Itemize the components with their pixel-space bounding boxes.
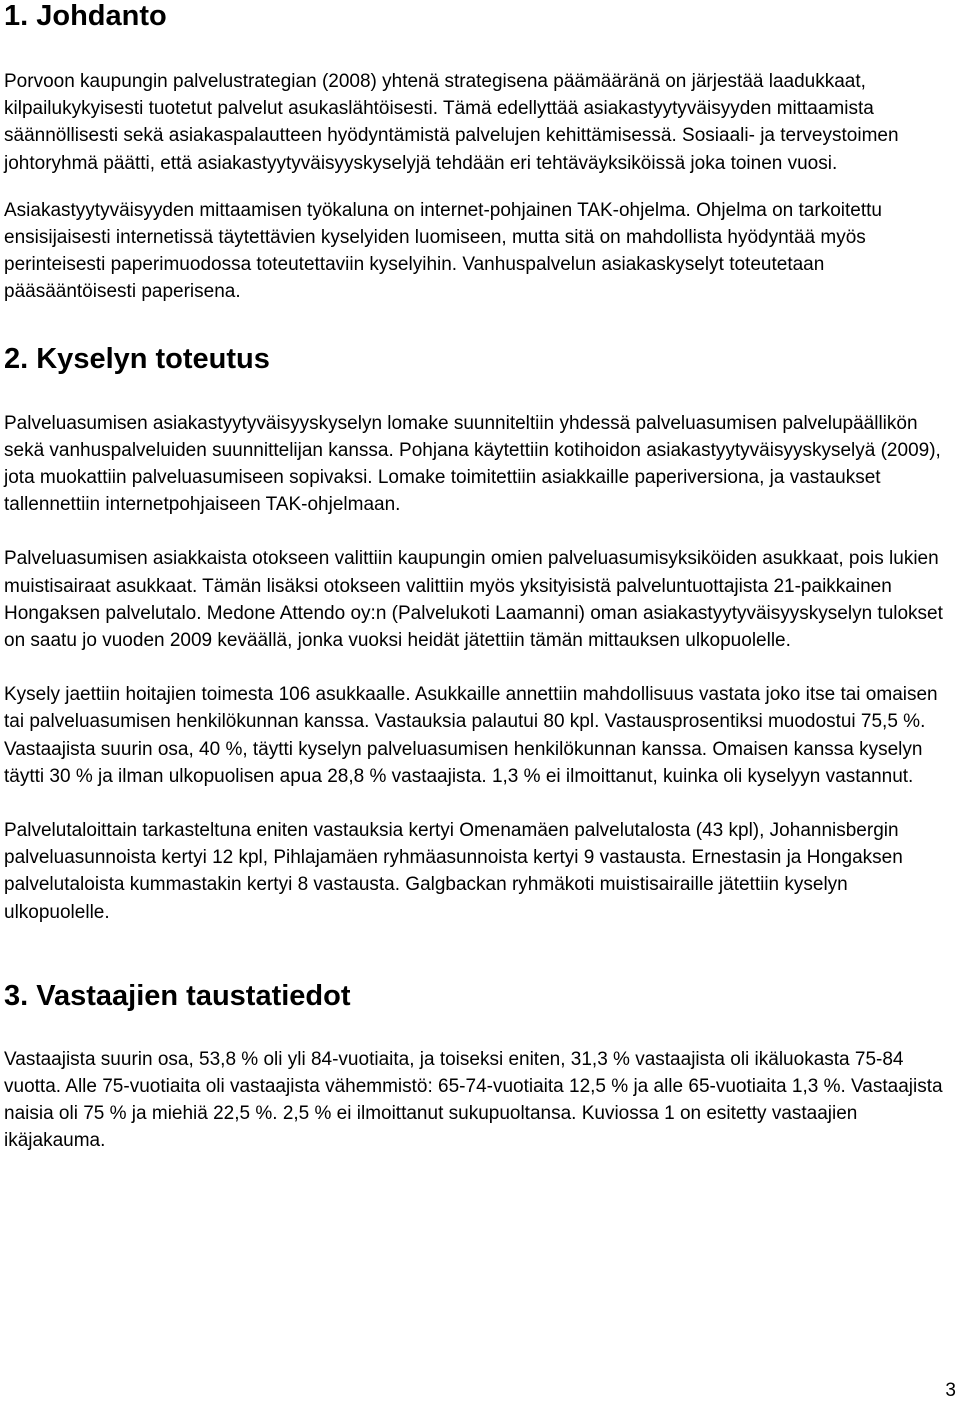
paragraph-response-rate: Kysely jaettiin hoitajien toimesta 106 asukkaalle. Asukkaille annettiin mahdollisuus vastata joko itse tai omaisen tai palveluasumisen henkilökunnan kanssa. Vastauksia palautui 80 kpl. Vastausprosentiksi muodostui 75,5 %. Vastaajista suurin osa, 40 %, täytti kyselyn palveluasumisen henkilökunnan kanssa. Omaisen kanssa kyselyn täytti 30 % ja ilman ulkopuolisen apua 28,8 % vastaajista. 1,3 % ei ilmoittanut, kuinka oli kyselyyn vastannut.: [4, 684, 938, 787]
paragraph-intro-strategy: Porvoon kaupungin palvelustrategian (2008) yhtenä strategisena päämääränä on järjestää laadukkaat, kilpailukykyisesti tuotetut palvelut asukaslähtöisesti. Tämä edellyttää asiakastyytyväisyyden mittaamista säännöllisesti sekä asiakaspalautteen hyödyntämistä palvelujen kehittämisessä. Sosiaali- ja terveystoimen johtoryhmä päätti, että asiakastyytyväisyyskyselyjä tehdään eri tehtäväyksiköissä joka toinen vuosi.: [4, 71, 899, 174]
paragraph-responses-by-unit: Palvelutaloittain tarkasteltuna eniten vastauksia kertyi Omenamäen palvelutalosta (43 kpl), Johannisbergin palveluasunnoista kertyi 12 kpl, Pihlajamäen ryhmäasunnoista kertyi 9 vastausta. Ernestasin ja Hongaksen palvelutaloista kummastakin kertyi 8 vastausta. Galgbackan ryhmäkoti muistisairaille jätettiin kyselyn ulkopuolelle.: [4, 820, 903, 923]
paragraph-intro-tak-program: Asiakastyytyväisyyden mittaamisen työkaluna on internet-pohjainen TAK-ohjelma. Ohjelma on tarkoitettu ensisijaisesti internetissä täytettävien kyselyiden luomiseen, mutta sitä on mahdollista hyödyntää myös perinteisesti paperimuodossa toteutettaviin kyselyihin. Vanhuspalvelun asiakaskyselyt toteutetaan pääsääntöisesti paperisena.: [4, 199, 882, 303]
section-heading-johdanto: 1. Johdanto: [4, 0, 167, 32]
paragraph-sample-selection: Palveluasumisen asiakkaista otokseen valittiin kaupungin omien palveluasumisyksiköiden asukkaat, pois lukien muistisairaat asukkaat. Tämän lisäksi otokseen valittiin myös yksityisistä palveluntuottajista 21-paikkainen Hongaksen palvelutalo. Medone Attendo oy:n (Palvelukoti Laamanni) oman asiakastyytyväisyyskyselyn tulokset on saatu jo vuoden 2009 keväällä, jonka vuoksi heidät jätettiin tämän mittauksen ulkopuolelle.: [4, 548, 943, 652]
paragraph-form-design: Palveluasumisen asiakastyytyväisyyskyselyn lomake suunniteltiin yhdessä palveluasumisen palvelupäällikön sekä vanhuspalveluiden suunnittelijan kanssa. Pohjana käytettiin kotihoidon asiakastyytyväisyyskyselyä (2009), jota muokattiin palveluasumiseen sopivaksi. Lomake toimitettiin asiakkaille paperiversiona, ja vastaukset tallennettiin internetpohjaiseen TAK-ohjelmaan.: [4, 412, 941, 516]
section-heading-vastaajien-taustatiedot: 3. Vastaajien taustatiedot: [4, 979, 351, 1012]
document-page: [4, 0, 954, 1155]
section-heading-kyselyn-toteutus: 2. Kyselyn toteutus: [4, 342, 270, 375]
paragraph-respondent-background: Vastaajista suurin osa, 53,8 % oli yli 84-vuotiaita, ja toiseksi eniten, 31,3 % vastaajista oli ikäluokasta 75-84 vuotta. Alle 75-vuotiaita oli vastaajista vähemmistö: 65-74-vuotiaita 12,5 % ja alle 65-vuotiaita 1,3 %. Vastaajista naisia oli 75 % ja miehiä 22,5 %. 2,5 % ei ilmoittanut sukupuoltansa. Kuviossa 1 on esitetty vastaajien ikäjakauma.: [4, 1048, 943, 1152]
page-number: 3: [945, 1380, 956, 1401]
